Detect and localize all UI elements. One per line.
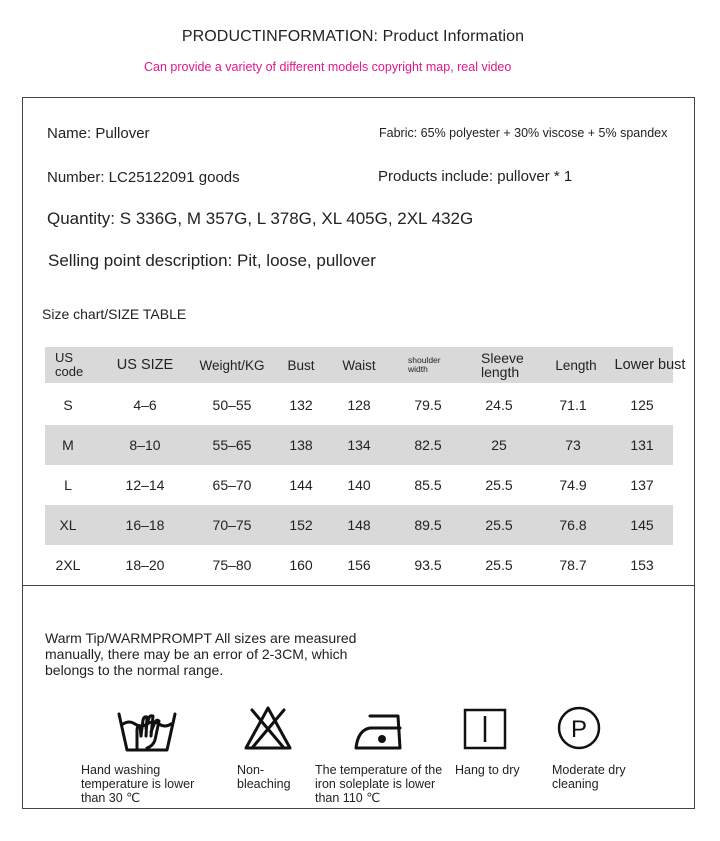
cell-bust: 152 [289, 517, 313, 533]
table-row [45, 385, 673, 425]
cell-waist: 148 [347, 517, 371, 533]
header-weight: Weight/KG [199, 357, 265, 373]
cell-sleeve-length: 25.5 [485, 517, 513, 533]
cell-weight: 65–70 [212, 477, 252, 493]
cell-us-code: L [64, 477, 72, 493]
no-bleach-icon [242, 704, 294, 754]
cell-shoulder-width: 89.5 [414, 517, 442, 533]
page-title: PRODUCTINFORMATION: Product Information [181, 28, 525, 45]
size-table [45, 347, 686, 585]
section-divider [22, 585, 695, 586]
cell-waist: 134 [347, 437, 371, 453]
cell-length: 71.1 [559, 397, 587, 413]
hand-wash-label: Hand washing temperature is lower than 30 ℃ [81, 763, 195, 805]
header-length: Length [555, 357, 597, 373]
hand-wash-icon [115, 706, 179, 754]
no-bleach-label: Non-bleaching [237, 763, 291, 791]
cell-us-size: 4–6 [133, 397, 157, 413]
cell-bust: 132 [289, 397, 313, 413]
header-sleeve-length: Sleeve length [481, 350, 524, 380]
cell-waist: 128 [347, 397, 371, 413]
cell-weight: 70–75 [212, 517, 252, 533]
header-shoulder-width: shoulder width [408, 355, 441, 374]
dry-clean-icon [556, 705, 602, 751]
cell-us-code: 2XL [55, 557, 81, 573]
cell-weight: 55–65 [212, 437, 252, 453]
cell-weight: 50–55 [212, 397, 252, 413]
header-lower-bust: Lower bust [614, 356, 686, 373]
cell-length: 73 [565, 437, 581, 453]
table-row [45, 545, 673, 585]
hang-dry-icon [463, 708, 507, 750]
cell-lower-bust: 145 [630, 517, 654, 533]
cell-shoulder-width: 82.5 [414, 437, 442, 453]
cell-us-code: M [62, 437, 74, 453]
cell-bust: 144 [289, 477, 313, 493]
cell-us-size: 16–18 [125, 517, 165, 533]
cell-shoulder-width: 85.5 [414, 477, 442, 493]
cell-weight: 75–80 [212, 557, 252, 573]
cell-sleeve-length: 25.5 [485, 477, 513, 493]
header-us-size: US SIZE [116, 356, 174, 373]
cell-bust: 160 [289, 557, 313, 573]
product-fabric: Fabric: 65% polyester + 30% viscose + 5% spandex [379, 126, 668, 140]
table-header-row [45, 347, 686, 383]
cell-lower-bust: 153 [630, 557, 654, 573]
warm-tip: Warm Tip/WARMPROMPT All sizes are measured manually, there may be an error of 2-3CM, which belongs to the normal range. [45, 630, 357, 678]
cell-sleeve-length: 24.5 [485, 397, 513, 413]
cell-sleeve-length: 25.5 [485, 557, 513, 573]
header-bust: Bust [287, 357, 315, 373]
product-quantity: Quantity: S 336G, M 357G, L 378G, XL 405G, 2XL 432G [47, 209, 474, 228]
cell-lower-bust: 137 [630, 477, 654, 493]
table-row [45, 505, 673, 545]
cell-sleeve-length: 25 [491, 437, 507, 453]
cell-waist: 156 [347, 557, 371, 573]
cell-shoulder-width: 93.5 [414, 557, 442, 573]
cell-length: 76.8 [559, 517, 587, 533]
header-waist: Waist [342, 357, 376, 373]
svg-text:P: P [570, 716, 588, 743]
cell-length: 78.7 [559, 557, 587, 573]
product-name: Name: Pullover [47, 125, 150, 142]
iron-label: The temperature of the iron soleplate is lower than 110 ℃ [315, 763, 443, 805]
cell-shoulder-width: 79.5 [414, 397, 442, 413]
cell-lower-bust: 125 [630, 397, 654, 413]
cell-us-code: XL [59, 517, 77, 533]
cell-us-code: S [63, 397, 73, 413]
iron-icon [352, 708, 410, 754]
header-us-code: US code [55, 350, 84, 379]
cell-length: 74.9 [559, 477, 587, 493]
cell-waist: 140 [347, 477, 371, 493]
table-row [45, 425, 673, 465]
size-chart-title: Size chart/SIZE TABLE [42, 306, 187, 322]
cell-us-size: 8–10 [129, 437, 161, 453]
cell-us-size: 18–20 [125, 557, 165, 573]
product-selling-point: Selling point description: Pit, loose, pullover [48, 251, 376, 270]
table-row [45, 465, 673, 505]
cell-lower-bust: 131 [630, 437, 654, 453]
cell-us-size: 12–14 [125, 477, 165, 493]
product-number: Number: LC25122091 goods [47, 169, 240, 186]
hang-dry-label: Hang to dry [455, 763, 520, 777]
dry-clean-label: Moderate dry cleaning [552, 763, 626, 791]
cell-bust: 138 [289, 437, 313, 453]
product-includes: Products include: pullover * 1 [378, 168, 573, 185]
page-subtitle: Can provide a variety of different models copyright map, real video [144, 60, 512, 74]
